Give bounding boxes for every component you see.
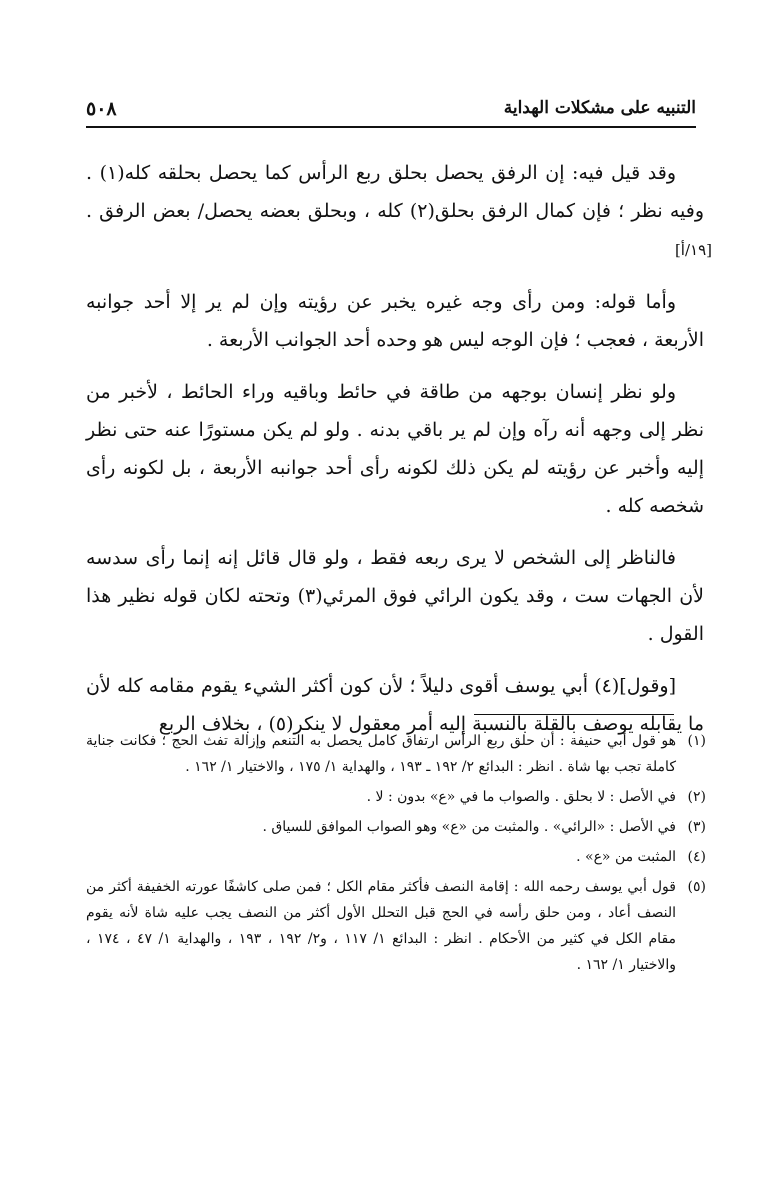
footnote-number: (٣) — [687, 819, 706, 835]
footnote-text: في الأصل : لا بحلق . والصواب ما في «ع» بدون : لا . — [366, 789, 676, 805]
footnote-1 — [86, 728, 706, 780]
margin-reference: [١٩/أ] — [674, 241, 712, 259]
paragraph-text: وقد قيل فيه: إن الرفق يحصل بحلق ربع الرأس كما يحصل بحلقه كله(١) . وفيه نظر ؛ فإن كمال الرفق بحلق(٢) كله ، وبحلق بعضه يحصل/ بعض الرفق . — [86, 162, 704, 222]
footnote-number: (٤) — [687, 849, 706, 865]
footnote-3 — [86, 814, 706, 840]
paragraph-2: وأما قوله: ومن رأى وجه غيره يخبر عن رؤيته وإن لم ير إلا أحد جوانبه الأربعة ، فعجب ؛ فإن الوجه ليس هو وحده أحد الجوانب الأربعة . — [86, 291, 704, 351]
footnote-text: المثبت من «ع» . — [576, 849, 676, 865]
footnote-separator — [474, 714, 674, 715]
footnote-4 — [86, 844, 706, 870]
footnote-number: (٥) — [687, 879, 706, 895]
paragraph-4: فالناظر إلى الشخص لا يرى ربعه فقط ، ولو قال قائل إنه إنما رأى سدسه لأن الجهات ست ، وقد يكون الرائي فوق المرئي(٣) وتحته لكان قوله نظير هذا القول . — [86, 547, 704, 645]
footnote-text: في الأصل : «الرائي» . والمثبت من «ع» وهو الصواب الموافق للسياق . — [262, 819, 676, 835]
footnotes — [86, 728, 706, 982]
paragraph-5: [وقول](٤) أبي يوسف أقوى دليلاً ؛ لأن كون أكثر الشيء يقوم مقامه كله لأن ما يقابله يوصف بالقلة بالنسبة إليه أمر معقول لا ينكر(٥) ، بخلاف الربع — [86, 675, 704, 735]
footnote-text: قول أبي يوسف رحمه الله : إقامة النصف فأكثر مقام الكل ؛ فمن صلى كاشفًا عورته الخفيفة أكثر من النصف أعاد ، ومن حلق رأسه في الحج قبل التحلل الأول أكثر من النصف يجب عليه شاة لأنه يقوم مقام الكل في كثير من الأحكام . انظر : البدائع ١/ ١١٧ ، و٢/ ١٩٢ ، ١٩٣ ، والهداية ١/ ٤٧ ، ١٧٤ ، والاختيار ١/ ١٦٢ . — [86, 879, 677, 973]
main-text — [86, 154, 712, 757]
paragraph-3: ولو نظر إنسان بوجهه من طاقة في حائط وباقيه وراء الحائط ، لأخبر من نظر إلى وجهه أنه رآه وإن لم ير باقي بدنه . ولو لم يكن مستورًا عنه حتى نظر إليه وأخبر عن رؤيته لم يكن ذلك لكونه رأى أحد جوانبه الأربعة ، بل لكونه رأى شخصه كله . — [86, 381, 704, 517]
footnote-2 — [86, 784, 706, 810]
footnote-number: (٢) — [687, 789, 706, 805]
running-header — [86, 96, 696, 128]
paragraph-1 — [86, 154, 712, 269]
footnote-number: (١) — [687, 733, 706, 749]
page-number: ٥٠٨ — [86, 98, 117, 120]
book-title: التنبيه على مشكلات الهداية — [503, 98, 696, 118]
footnote-text: هو قول أبي حنيفة : أن حلق ربع الرأس ارتفاق كامل يحصل به التنعم وإزالة تفث الحج ؛ فكانت جناية كاملة تجب بها شاة . انظر : البدائع ٢/ ١٩٢ ـ ١٩٣ ، والهداية ١/ ١٧٥ ، والاختيار ١/ ١٦٢ . — [86, 733, 676, 775]
footnote-5 — [86, 874, 706, 978]
